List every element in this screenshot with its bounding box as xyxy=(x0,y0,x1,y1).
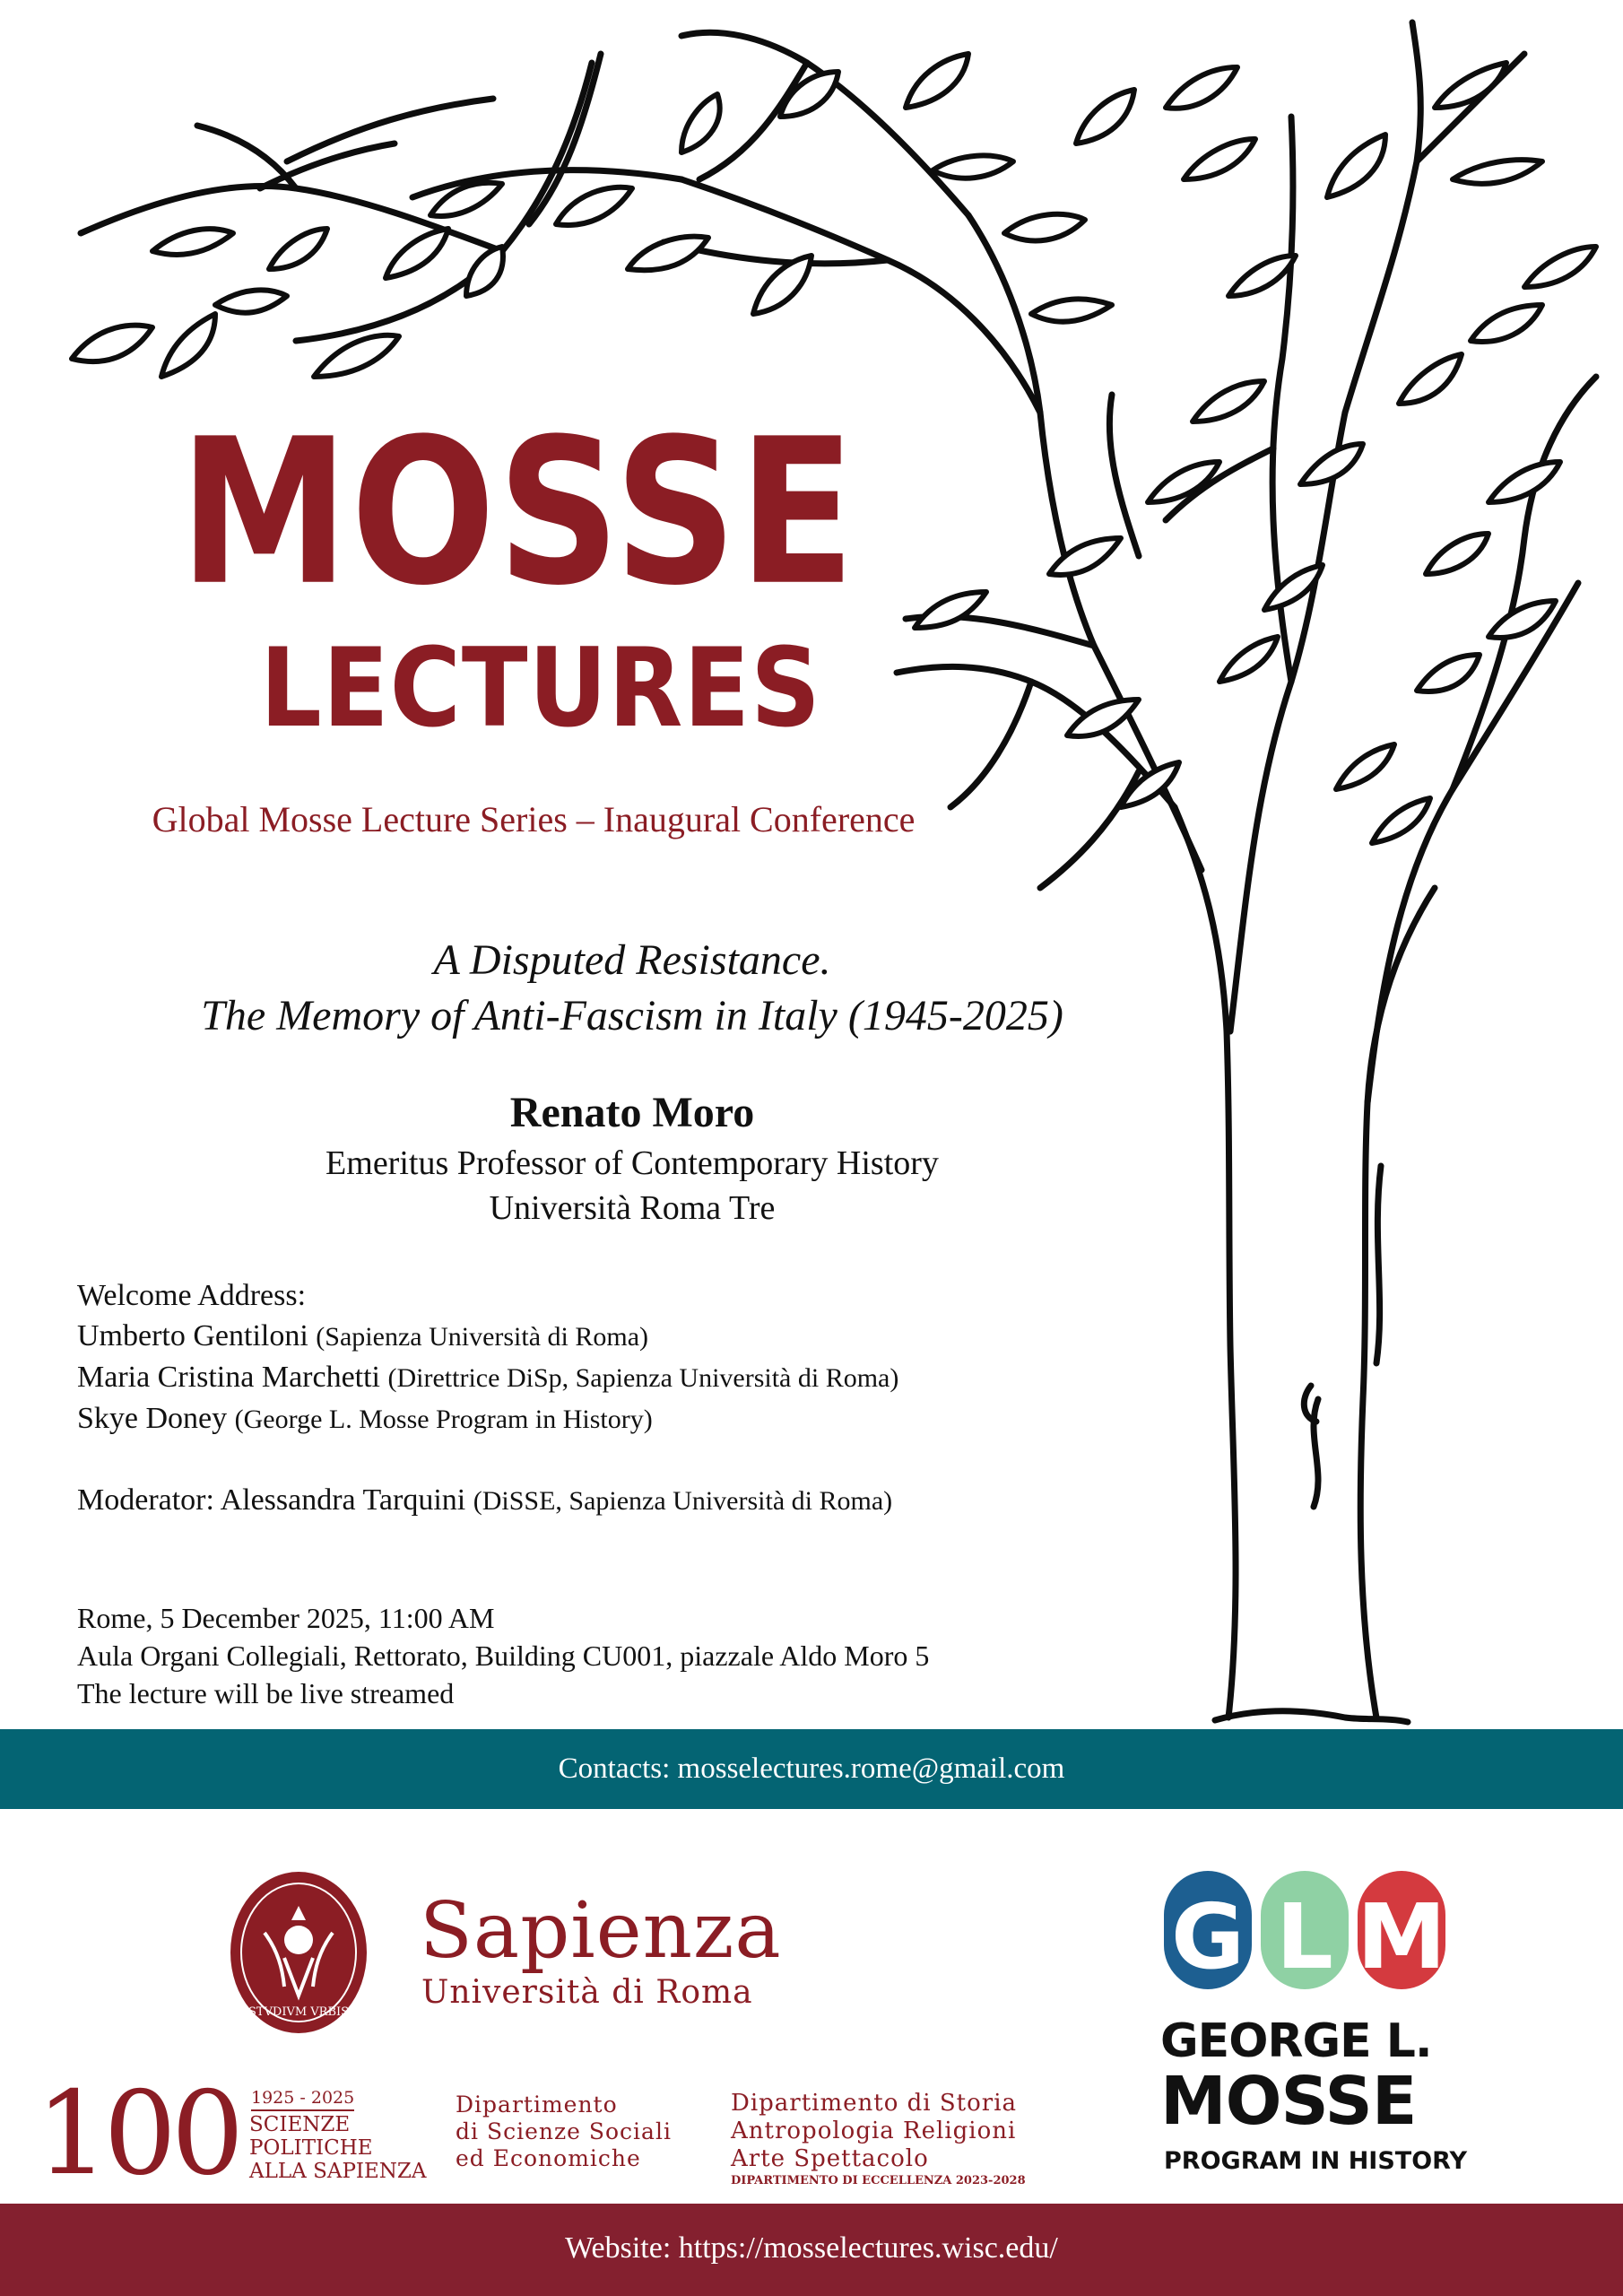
event-details xyxy=(77,1599,1153,1712)
glm-letter-g: G xyxy=(1170,1884,1245,1989)
dept2-line: Antropologia Religioni xyxy=(731,2118,1017,2144)
moderator-affiliation: (DiSSE, Sapienza Università di Roma) xyxy=(473,1486,893,1516)
speaker-name: Renato Moro xyxy=(509,1089,755,1136)
glm-letter-l: L xyxy=(1276,1884,1333,1989)
glm-logo-icon xyxy=(1162,1867,1449,1993)
series-subtitle: Global Mosse Lecture Series – Inaugural Conference xyxy=(152,799,916,839)
centenary-line: SCIENZE xyxy=(249,2113,351,2136)
lecture-title-line-1: A Disputed Resistance. xyxy=(433,936,831,984)
lecture-title-line-2: The Memory of Anti-Fascism in Italy (1945-2025) xyxy=(201,992,1063,1039)
welcome-speaker-name: Skye Doney xyxy=(77,1402,228,1435)
event-stream-note: The lecture will be live streamed xyxy=(77,1677,455,1709)
welcome-heading: Welcome Address: xyxy=(77,1279,307,1312)
sars-logo xyxy=(731,2090,1026,2189)
centenary-years: 1925 - 2025 xyxy=(251,2088,354,2111)
welcome-address xyxy=(77,1275,1108,1439)
dept1-line: ed Economiche xyxy=(456,2145,641,2171)
dept1-line: Dipartimento xyxy=(456,2092,618,2118)
welcome-speaker xyxy=(77,1357,1108,1398)
contact-email[interactable]: Contacts: mosselectures.rome@gmail.com xyxy=(558,1752,1065,1785)
sapienza-seal-icon xyxy=(229,1870,369,2035)
logo-mosse-word: MOSSE xyxy=(179,396,857,630)
sapienza-name: Sapienza xyxy=(420,1886,782,1976)
welcome-speaker-affiliation: (Sapienza Università di Roma) xyxy=(316,1322,649,1352)
glm-program: PROGRAM IN HISTORY xyxy=(1164,2147,1468,2175)
centenary-line: POLITICHE xyxy=(249,2136,373,2160)
welcome-speaker xyxy=(77,1316,1108,1357)
website-bar xyxy=(0,2204,1623,2296)
speaker-role: Emeritus Professor of Contemporary History xyxy=(325,1144,939,1182)
centenary-number: 100 xyxy=(36,2067,239,2201)
dept2-excellence-tag: DIPARTIMENTO DI ECCELLENZA 2023-2028 xyxy=(731,2174,1026,2187)
contact-bar xyxy=(0,1729,1623,1809)
centenary-label xyxy=(249,2113,427,2183)
sapienza-subtitle: Università di Roma xyxy=(421,1974,753,2011)
speaker-block xyxy=(161,1085,1103,1231)
welcome-speaker-affiliation: (Direttrice DiSp, Sapienza Università di Roma) xyxy=(387,1363,899,1393)
event-venue: Aula Organi Collegiali, Rettorato, Building CU001, piazzale Aldo Moro 5 xyxy=(77,1639,930,1672)
welcome-speaker xyxy=(77,1398,1108,1439)
event-date-time: Rome, 5 December 2025, 11:00 AM xyxy=(77,1602,495,1634)
moderator xyxy=(77,1480,1108,1521)
seal-text: STVDIVM VRBIS xyxy=(247,2005,350,2019)
dept2-line: Dipartimento di Storia xyxy=(731,2090,1018,2117)
mosse-lectures-logo xyxy=(143,396,861,771)
dept1-line: di Scienze Sociali xyxy=(456,2118,672,2144)
welcome-speaker-affiliation: (George L. Mosse Program in History) xyxy=(234,1405,653,1434)
glm-george: GEORGE L. xyxy=(1160,2014,1432,2068)
logo-lectures-word: LECTURES xyxy=(260,625,821,752)
moderator-label: Moderator: Alessandra Tarquini xyxy=(77,1483,466,1517)
disse-logo xyxy=(456,2092,672,2172)
dept2-line: Arte Spettacolo xyxy=(731,2145,929,2172)
centenary-line: ALLA SAPIENZA xyxy=(249,2160,427,2183)
speaker-institution: Università Roma Tre xyxy=(489,1189,776,1227)
welcome-speaker-name: Umberto Gentiloni xyxy=(77,1319,308,1352)
welcome-speaker-name: Maria Cristina Marchetti xyxy=(77,1361,381,1394)
glm-mosse: MOSSE xyxy=(1160,2063,1417,2140)
website-link[interactable]: Website: https://mosselectures.wisc.edu/ xyxy=(565,2231,1058,2265)
lecture-title xyxy=(72,933,1193,1044)
glm-letter-m: M xyxy=(1357,1884,1446,1989)
